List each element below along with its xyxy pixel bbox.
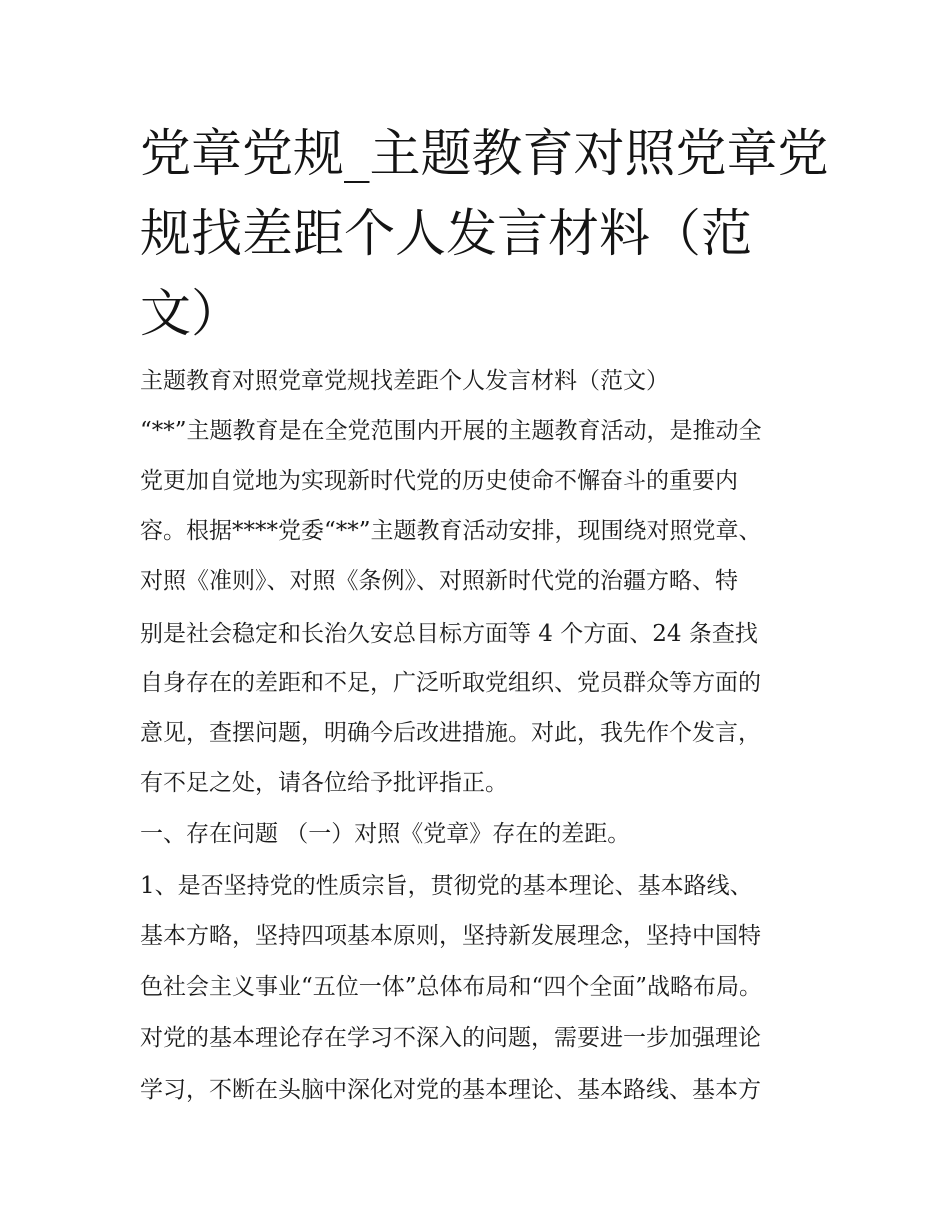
paragraph-line: 意见，查摆问题，明确今后改进措施。对此，我先作个发言， [140,720,761,746]
paragraph-line: 自身存在的差距和不足，广泛听取党组织、党员群众等方面的 [140,670,761,696]
document-title [140,115,829,355]
paragraph-line: 学习，不断在头脑中深化对党的基本理论、基本路线、基本方 [140,1077,761,1103]
paragraph-line: 1、是否坚持党的性质宗旨，贯彻党的基本理论、基本路线、 [140,873,753,899]
title-line: 党章党规_主题教育对照党章党 [140,125,829,184]
paragraph-line: 容。根据****党委“**”主题教育活动安排，现围绕对照党章、 [140,518,762,544]
section-heading: 一、存在问题 （一）对照《党章》存在的差距。 [140,821,631,847]
subtitle-line: 主题教育对照党章党规找差距个人发言材料（范文） [140,368,669,394]
paragraph-line: 党更加自觉地为实现新时代党的历史使命不懈奋斗的重要内 [140,468,738,494]
paragraph-line: 有不足之处，请各位给予批评指正。 [140,770,508,796]
paragraph-line: “**”主题教育是在全党范围内开展的主题教育活动，是推动全 [140,418,762,444]
paragraph-line: 别是社会稳定和长治久安总目标方面等 4 个方面、24 条查找 [140,621,758,647]
paragraph-line: 色社会主义事业“五位一体”总体布局和“四个全面”战略布局。 [140,974,763,1000]
paragraph-line: 基本方略，坚持四项基本原则，坚持新发展理念，坚持中国特 [140,923,761,949]
title-line: 文） [140,285,243,344]
paragraph-line: 对党的基本理论存在学习不深入的问题，需要进一步加强理论 [140,1025,761,1051]
paragraph-line: 对照《准则》、对照《条例》、对照新时代党的治疆方略、特 [140,568,738,594]
title-line: 规找差距个人发言材料（范 [140,205,753,264]
